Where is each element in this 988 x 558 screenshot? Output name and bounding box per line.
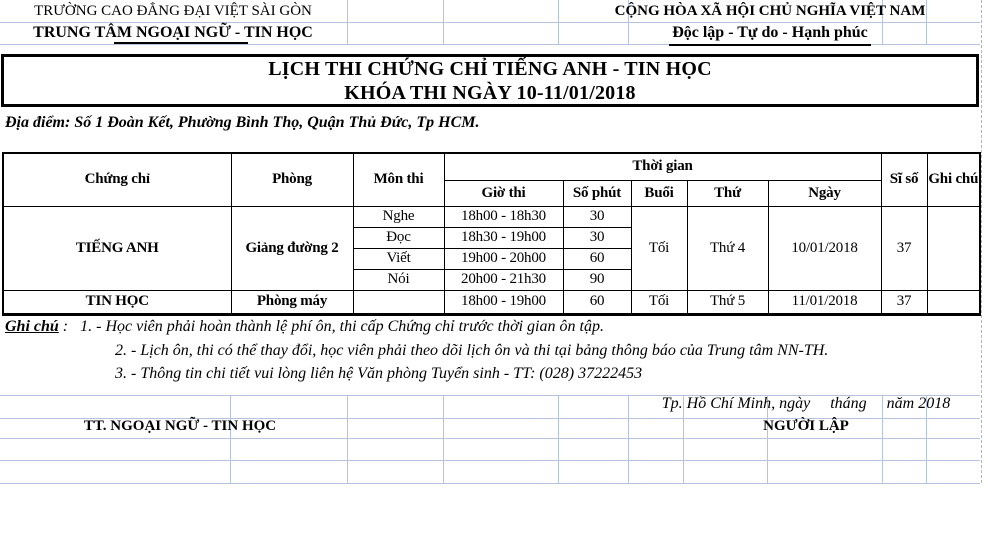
- exam-title-line2: KHÓA THI NGÀY 10-11/01/2018: [344, 81, 636, 104]
- note-line-2: [115, 342, 828, 360]
- cell-time-noi[interactable]: 20h00 - 21h30: [444, 269, 563, 290]
- gridline: [0, 460, 980, 461]
- cell-time-nghe[interactable]: 18h00 - 18h30: [444, 206, 563, 227]
- header-cell-time-group[interactable]: Thời gian: [444, 153, 881, 180]
- header-cell-minutes[interactable]: Số phút: [563, 180, 631, 206]
- header-cell-exam-time[interactable]: Giờ thi: [444, 180, 563, 206]
- cell-english-certificate[interactable]: TIẾNG ANH: [3, 206, 231, 290]
- cell-english-room[interactable]: Giảng đường 2: [231, 206, 353, 290]
- national-motto-text: Độc lập - Tự do - Hạnh phúc: [669, 22, 871, 46]
- footer-right-title: NGƯỜI LẬP: [763, 418, 849, 434]
- note-item-3: 3. - Thông tin chi tiết vui lòng liên hệ Văn phòng Tuyển sinh - TT: (028) 37222453: [115, 365, 643, 382]
- cell-it-time[interactable]: 18h00 - 19h00: [444, 290, 563, 314]
- header-cell-subject[interactable]: Môn thi: [353, 153, 444, 206]
- cell-it-certificate[interactable]: TIN HỌC: [3, 290, 231, 314]
- gridline: [558, 395, 559, 483]
- cell-it-subject[interactable]: [353, 290, 444, 314]
- cell-time-doc[interactable]: 18h30 - 19h00: [444, 227, 563, 248]
- note-line-3: [115, 365, 642, 383]
- cell-time-viet[interactable]: 19h00 - 20h00: [444, 248, 563, 269]
- cell-it-count[interactable]: 37: [881, 290, 927, 314]
- notes-label: Ghi chú: [5, 318, 59, 335]
- gridline: [443, 395, 444, 483]
- header-cell-note[interactable]: Ghi chú: [927, 153, 980, 206]
- national-title: CỘNG HÒA XÃ HỘI CHỦ NGHĨA VIỆT NAM: [614, 3, 926, 19]
- location-line: Địa điểm: Số 1 Đoàn Kết, Phường Bình Thọ, Quận Thủ Đức, Tp HCM.: [5, 114, 480, 131]
- header-cell-count[interactable]: Sĩ số: [881, 153, 927, 206]
- notes-separator: :: [58, 318, 73, 335]
- exam-title-line1: LỊCH THI CHỨNG CHỈ TIẾNG ANH - TIN HỌC: [268, 57, 712, 80]
- cell-subject-doc[interactable]: Đọc: [353, 227, 444, 248]
- cell-it-minutes[interactable]: 60: [563, 290, 631, 314]
- note-item-1: 1. - Học viên phải hoàn thành lệ phí ôn, thi cấp Chứng chỉ trước thời gian ôn tập.: [80, 318, 604, 335]
- cell-it-weekday[interactable]: Thứ 5: [687, 290, 768, 314]
- footer-date-line: Tp. Hồ Chí Minh, ngày tháng năm 2018: [661, 395, 951, 412]
- cell-subject-viet[interactable]: Viết: [353, 248, 444, 269]
- cell-it-session[interactable]: Tối: [631, 290, 687, 314]
- center-name-underline: [114, 42, 248, 44]
- cell-english-date[interactable]: 10/01/2018: [768, 206, 881, 290]
- cell-english-weekday[interactable]: Thứ 4: [687, 206, 768, 290]
- cell-subject-nghe[interactable]: Nghe: [353, 206, 444, 227]
- gridline: [347, 395, 348, 483]
- gridline: [0, 438, 980, 439]
- exam-title-box: [1, 54, 979, 107]
- cell-it-date[interactable]: 11/01/2018: [768, 290, 881, 314]
- header-cell-weekday[interactable]: Thứ: [687, 180, 768, 206]
- cell-it-note[interactable]: [927, 290, 980, 314]
- header-cell-date[interactable]: Ngày: [768, 180, 881, 206]
- header-cell-session[interactable]: Buổi: [631, 180, 687, 206]
- header-cell-certificate[interactable]: Chứng chỉ: [3, 153, 231, 206]
- schedule-table: [2, 152, 981, 316]
- header-cell-room[interactable]: Phòng: [231, 153, 353, 206]
- cell-english-count[interactable]: 37: [881, 206, 927, 290]
- cell-subject-noi[interactable]: Nói: [353, 269, 444, 290]
- cell-it-room[interactable]: Phòng máy: [231, 290, 353, 314]
- school-name: TRƯỜNG CAO ĐẲNG ĐẠI VIỆT SÀI GÒN: [34, 3, 312, 19]
- footer-left-title: TT. NGOẠI NGỮ - TIN HỌC: [83, 418, 277, 434]
- gridline: [230, 395, 231, 483]
- cell-minutes-nghe[interactable]: 30: [563, 206, 631, 227]
- cell-english-session[interactable]: Tối: [631, 206, 687, 290]
- cell-minutes-viet[interactable]: 60: [563, 248, 631, 269]
- cell-minutes-noi[interactable]: 90: [563, 269, 631, 290]
- cell-english-note[interactable]: [927, 206, 980, 290]
- gridline: [0, 483, 980, 484]
- center-name: TRUNG TÂM NGOẠI NGỮ - TIN HỌC: [33, 24, 313, 41]
- gridline: [628, 395, 629, 483]
- national-motto: [558, 22, 982, 46]
- cell-minutes-doc[interactable]: 30: [563, 227, 631, 248]
- note-line-1: [5, 318, 604, 336]
- note-item-2: 2. - Lịch ôn, thi có thể thay đổi, học viên phải theo dõi lịch ôn và thi tại bảng thông báo của Trung tâm NN-TH.: [115, 342, 829, 359]
